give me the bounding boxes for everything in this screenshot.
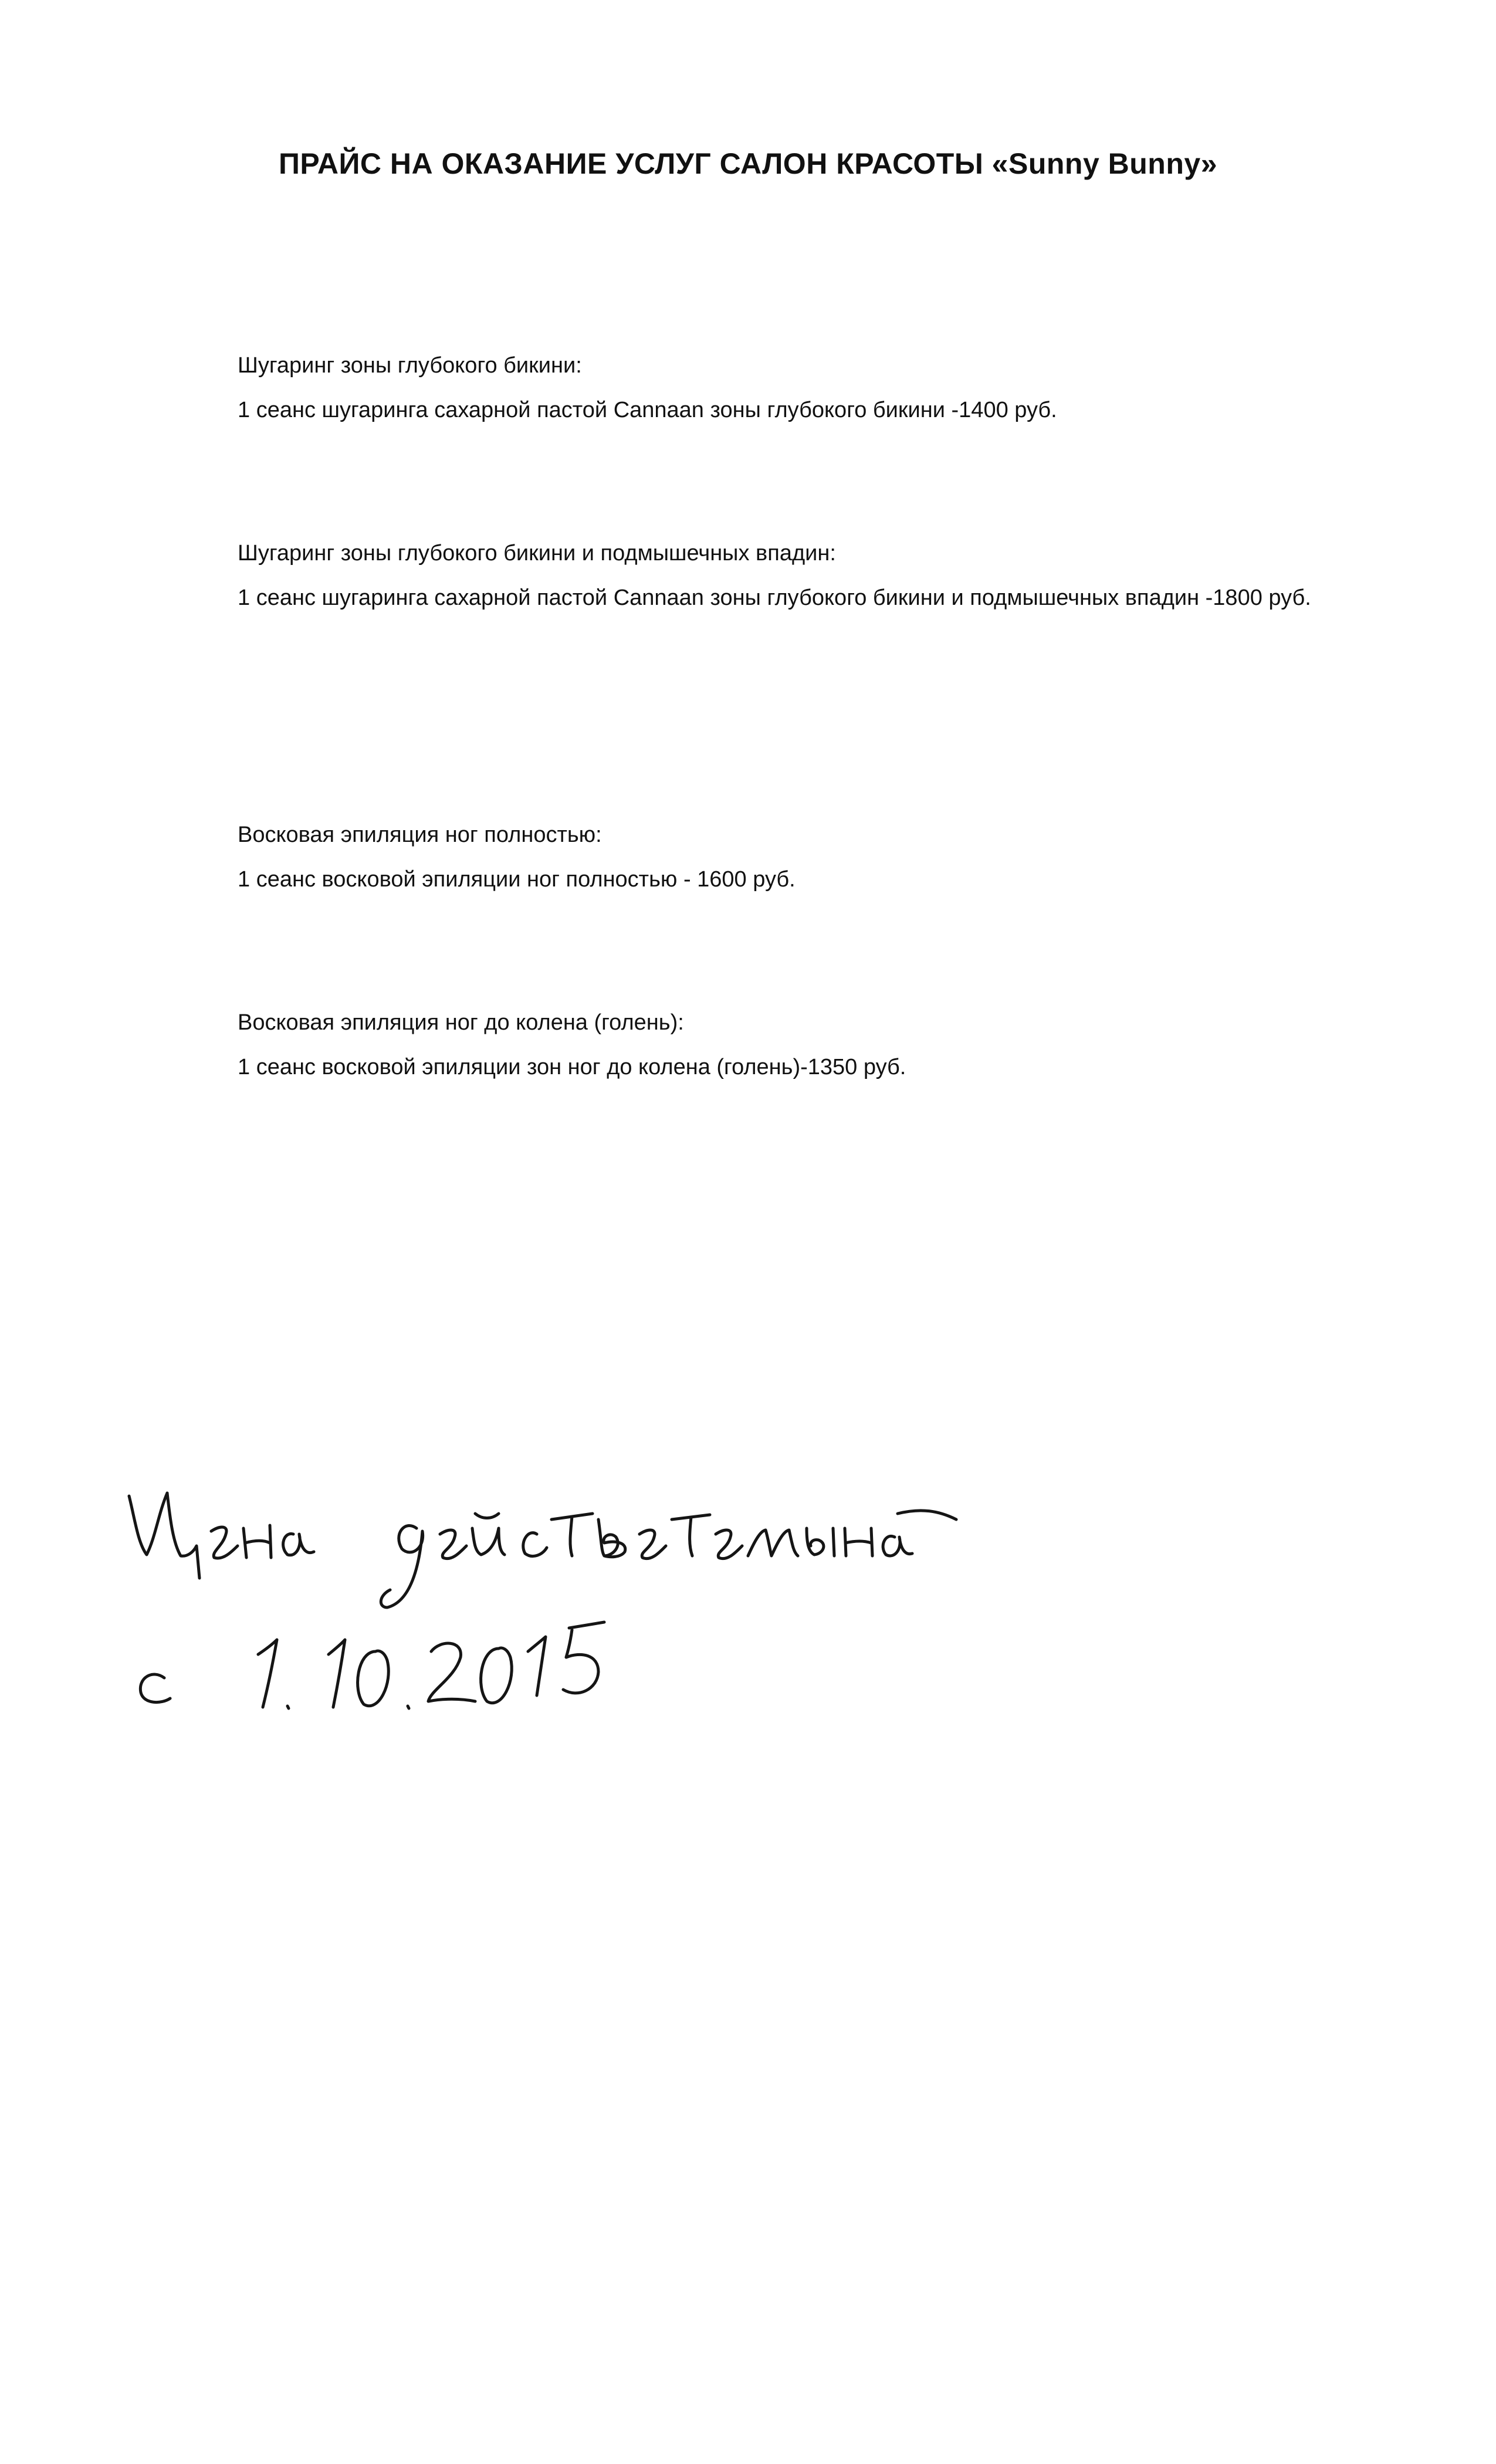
service-heading: Восковая эпиляция ног до колена (голень): [238, 1010, 684, 1035]
handwritten-line-price-valid [129, 1493, 956, 1607]
handwritten-validity-note [111, 1431, 991, 1737]
service-heading: Шугаринг зоны глубокого бикини и подмышечных впадин: [238, 541, 836, 566]
service-heading: Шугаринг зоны глубокого бикини: [238, 353, 582, 378]
handwritten-line-date [140, 1622, 604, 1708]
service-item-legs-full [238, 813, 1399, 902]
service-item-bikini [238, 343, 1399, 432]
service-item-bikini-armpits [238, 531, 1399, 620]
service-item-legs-knee [238, 1000, 1399, 1089]
service-description: 1 сеанс шугаринга сахарной пастой Cannaan зоны глубокого бикини -1400 руб. [238, 398, 1057, 422]
service-description: 1 сеанс шугаринга сахарной пастой Cannaan зоны глубокого бикини и подмышечных впадин -1800 руб. [238, 585, 1311, 610]
page-title: ПРАЙС НА ОКАЗАНИЕ УСЛУГ САЛОН КРАСОТЫ «Sunny Bunny» [278, 147, 1218, 180]
service-description: 1 сеанс восковой эпиляции ног полностью - 1600 руб. [238, 867, 796, 892]
service-heading: Восковая эпиляция ног полностью: [238, 823, 602, 847]
service-description: 1 сеанс восковой эпиляции зон ног до колена (голень)-1350 руб. [238, 1055, 906, 1079]
